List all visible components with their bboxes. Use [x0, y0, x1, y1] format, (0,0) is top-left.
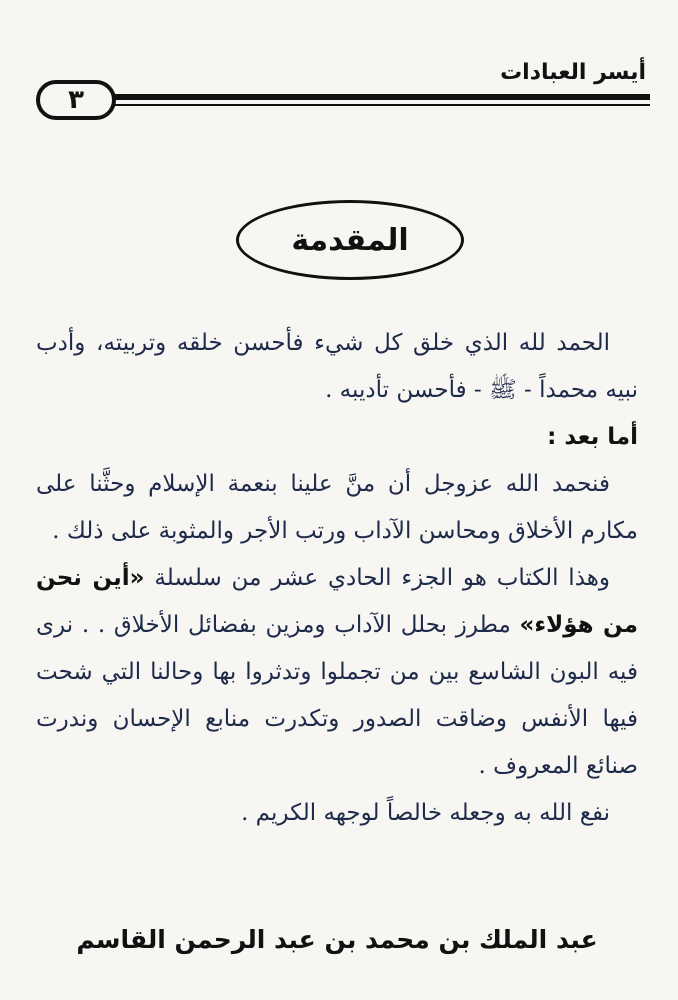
book-description-intro: وهذا الكتاب هو الجزء الحادي عشر من سلسلة [154, 565, 611, 591]
series-name: «أين نحن من هؤلاء» [36, 565, 638, 638]
author-signature: عبد الملك بن محمد بن عبد الرحمن القاسم [76, 925, 598, 954]
section-title: المقدمة [236, 200, 464, 280]
paragraph-book-description [36, 555, 638, 790]
paragraph-opening: الحمد لله الذي خلق كل شيء فأحسن خلقه وتربيته، وأدب نبيه محمداً - ﷺ - فأحسن تأديبه . [36, 330, 638, 403]
header-rule-thick [108, 94, 650, 100]
paragraph-prayer: نفع الله به وجعله خالصاً لوجهه الكريم . [241, 800, 610, 826]
book-description-body: مطرز بحلل الآداب ومزين بفضائل الأخلاق . . نرى فيه البون الشاسع بين من تجملوا وتدثروا بها وحالنا التي شحت فيها الأنفس وضاقت الصدور وتكدرت منابع الإحسان وندرت صنائع المعروف . [36, 612, 638, 779]
body-text [36, 320, 638, 837]
paragraph-heading: أما بعد : [547, 424, 638, 450]
header-rule-thin [108, 104, 650, 106]
book-title: أيسر العبادات [500, 60, 646, 85]
paragraph-praise: فنحمد الله عزوجل أن منَّ علينا بنعمة الإسلام وحثَّنا على مكارم الأخلاق ومحاسن الآداب ورتب الأجر والمثوبة على ذلك . [36, 471, 638, 544]
page-number: ٣ [36, 80, 116, 120]
